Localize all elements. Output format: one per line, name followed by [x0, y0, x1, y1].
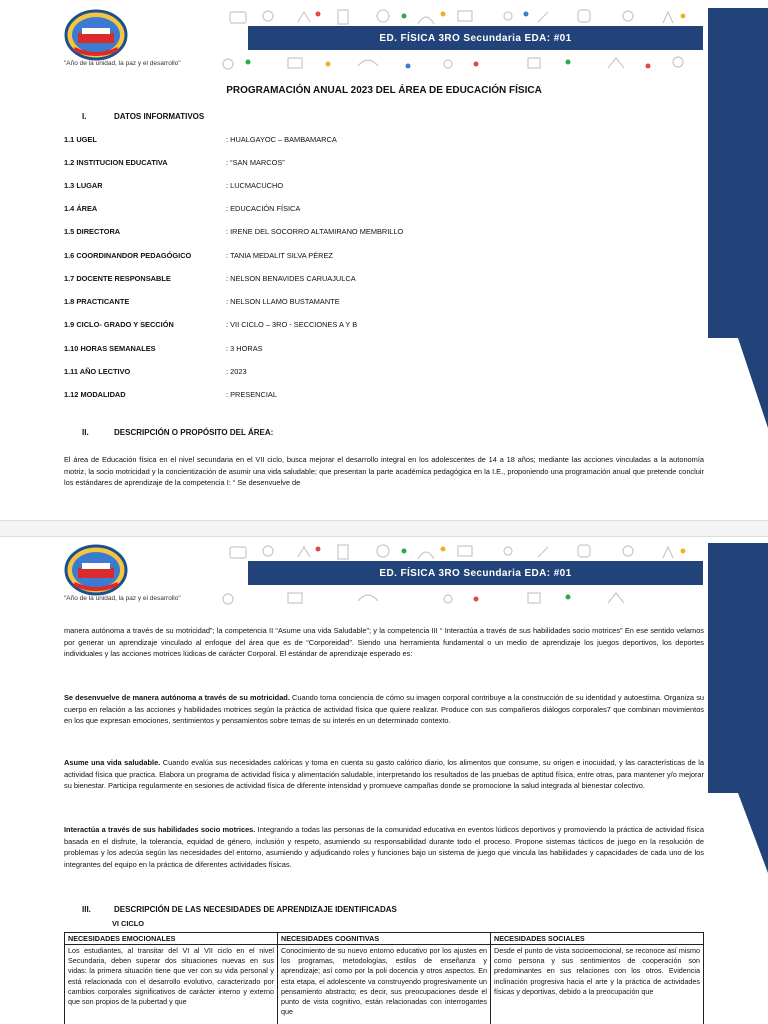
- table-header: NECESIDADES SOCIALES: [491, 933, 704, 945]
- section-2-heading: II. DESCRIPCIÓN O PROPÓSITO DEL ÁREA:: [82, 428, 274, 437]
- header-banner: ED. FÍSICA 3RO Secundaria EDA: #01: [248, 26, 703, 50]
- document-title: PROGRAMACIÓN ANUAL 2023 DEL ÁREA DE EDUCACIÓN FÍSICA: [226, 85, 542, 96]
- learning-needs-table: [64, 932, 704, 1024]
- header-banner: ED. FÍSICA 3RO Secundaria EDA: #01: [248, 561, 703, 585]
- table-row: [65, 945, 704, 1024]
- table-header: NECESIDADES COGNITIVAS: [278, 933, 491, 945]
- corner-decoration: [708, 8, 768, 428]
- competence-2-paragraph: Asume una vida saludable. Cuando evalúa sus necesidades calóricas y toma en cuenta su gasto calórico diario, los alimentos que consume, su origen e inocuidad, y las características de la actividad física que practica. Elabora un programa de actividad física y alimentación saludable, interpretando los resultados de las pruebas de aptitud física, entre otras, para mantener y/o mejorar su bienestar. Participa regularmente en sesiones de actividad física de diferente intensidad y promueve campañas donde se promocione la salud integrada al bienestar colectivo.: [64, 758, 704, 791]
- school-motto: "Año de la unidad, la paz y el desarrollo": [64, 60, 181, 67]
- cycle-label: VI CICLO: [112, 919, 145, 928]
- competence-3-paragraph: Interactúa a través de sus habilidades socio motrices. Integrando a todas las personas de la comunidad educativa en eventos lúdicos deportivos y promoviendo la práctica de actividad física basada en el disfrute, la tolerancia, equidad de género, inclusión y respeto, asumiendo su responsabilidad durante todo el proceso. Propone sistemas tácticos de juego en la resolución de problemas y los adecúa según las necesidades del entorno, asumiendo y adjudicando roles y funciones bajo un sistema de juego que vincula las habilidades y capacidades de cada uno de los integrantes del equipo en la práctica de diferentes actividades físicas.: [64, 825, 704, 869]
- table-header: NECESIDADES EMOCIONALES: [65, 933, 278, 945]
- school-crest-logo: [64, 544, 128, 596]
- competence-1-paragraph: Se desenvuelve de manera autónoma a través de su motricidad. Cuando toma conciencia de cómo su imagen corporal contribuye a la construcción de su identidad y autoestima. Organiza su cuerpo en relación a las acciones y habilidades motrices según la práctica de actividad física que quiere realizar. Produce con sus compañeros diálogos corporales7 que combinan movimientos en los que expresan emociones, sentimientos y pensamientos sobre temas de su interés en un determinado contexto.: [64, 693, 704, 726]
- table-cell: Los estudiantes, al transitar del VI al VII ciclo en el nivel Secundaria, deben superar dos situaciones nuevas en sus vidas: la primera situación tiene que ver con su vida personal y está relacionada con el desarrollo evolutivo, caracterizado por cambios corporales significativos de carácter interno y externo que son propios de la pubertad y que: [65, 945, 278, 1024]
- page-2: [0, 535, 768, 1024]
- table-cell: Desde el punto de vista socioemocional, se reconoce así mismo como persona y sus sentimientos de cooperación son predominantes en sus relaciones con los otros. Evidencia inclinación progresiva hacia el arte y la práctica de actividades físicas y deportivas, debido a la preocupación que: [491, 945, 704, 1024]
- area-description-continued: manera autónoma a través de su motricidad”; la competencia II “Asume una vida Saludable”; y la competencia III “ Interactúa a través de sus habilidades socio motrices” En ese sentido velamos por generar un aprendizaje vinculado al enfoque del área que es de “Corporeidad”. Siendo una herramienta fundamental o un medio de aprendizaje los juegos deportivos, los deportes individuales y las acciones motrices lúdicas de carácter Corporal. El estándar de aprendizaje esperado es:: [64, 626, 704, 659]
- page-1: "Año de la unidad, la paz y el desarrollo" ED. FÍSICA 3RO Secundaria EDA: #01 PROGRAMACIÓN ANUAL 2023 DEL ÁREA DE EDUCACIÓN FÍSICA I. DATOS INFORMATIVOS 1.1 UGEL : HUALGAYOC – BAMBAMARCA 1.2 INSTITUCION EDUCATIVA : “SAN MARCOS” 1.3 LUGAR : LUCMACUCHO 1.4 ÁREA : EDUCACIÓN FÍSICA 1.5 DIRECTORA : IRENE DEL SOCORRO ALTAMIRANO MEMBRILLO 1.6 COORDINANDOR PEDAGÓGICO : TANIA MEDALIT SILVA PÉREZ 1.7 DOCENTE RESPONSABLE : NELSON BENAVIDES CARUAJULCA 1.8 PRACTICANTE : NELSON LLAMO BUSTAMANTE 1.9 CICLO- GRADO Y SECCIÓN : VII CICLO – 3RO - SECCIONES A Y B 1.10 HORAS SEMANALES : 3 HORAS 1.11 AÑO LECTIVO : 2023 1.12 MODALIDAD : PRESENCIAL II. DESCRIPCIÓN O PROPÓSITO DEL ÁREA: El área de Educación física en el nivel secundaria en el VII ciclo, busca mejorar el desarrollo integral en los adolescentes de 14 a 18 años; mediante las acciones vinculadas a la autonomía motriz, la socio motricidad y la concientización de asumir una vida saludable; que presentan la parte académica pedagógica en la I.E., proponiendo una programación anual que pretende concluir los estándares de aprendizaje de la competencia I: “ Se desenvuelve de: [0, 0, 768, 520]
- table-cell: Conocimiento de su nuevo entorno educativo por los ajustes en los programas, metodologías, estilos de enseñanza y aprendizaje; así como por la poli docencia y otros aspectos. En esta etapa, el adolescente va construyendo progresivamente un pensamiento abstracto; es decir, sus preocupaciones desde el punto de vista cognitivo, están relacionadas con interrogantes que: [278, 945, 491, 1024]
- corner-decoration: [708, 543, 768, 873]
- area-description-paragraph: El área de Educación física en el nivel secundaria en el VII ciclo, busca mejorar el desarrollo integral en los adolescentes de 14 a 18 años; mediante las acciones vinculadas a la autonomía motriz, la socio motricidad y la concientización de asumir una vida saludable; que presentan la parte académica pedagógica en la I.E., proponiendo una programación anual que pretende concluir los estándares de aprendizaje de la competencia I: “ Se desenvuelve de: [64, 455, 704, 488]
- school-crest-logo: [64, 9, 128, 61]
- section-3-heading: III. DESCRIPCIÓN DE LAS NECESIDADES DE APRENDIZAJE IDENTIFICADAS: [82, 905, 397, 914]
- school-motto: "Año de la unidad, la paz y el desarrollo": [64, 595, 181, 602]
- section-1-heading: I. DATOS INFORMATIVOS: [82, 112, 205, 121]
